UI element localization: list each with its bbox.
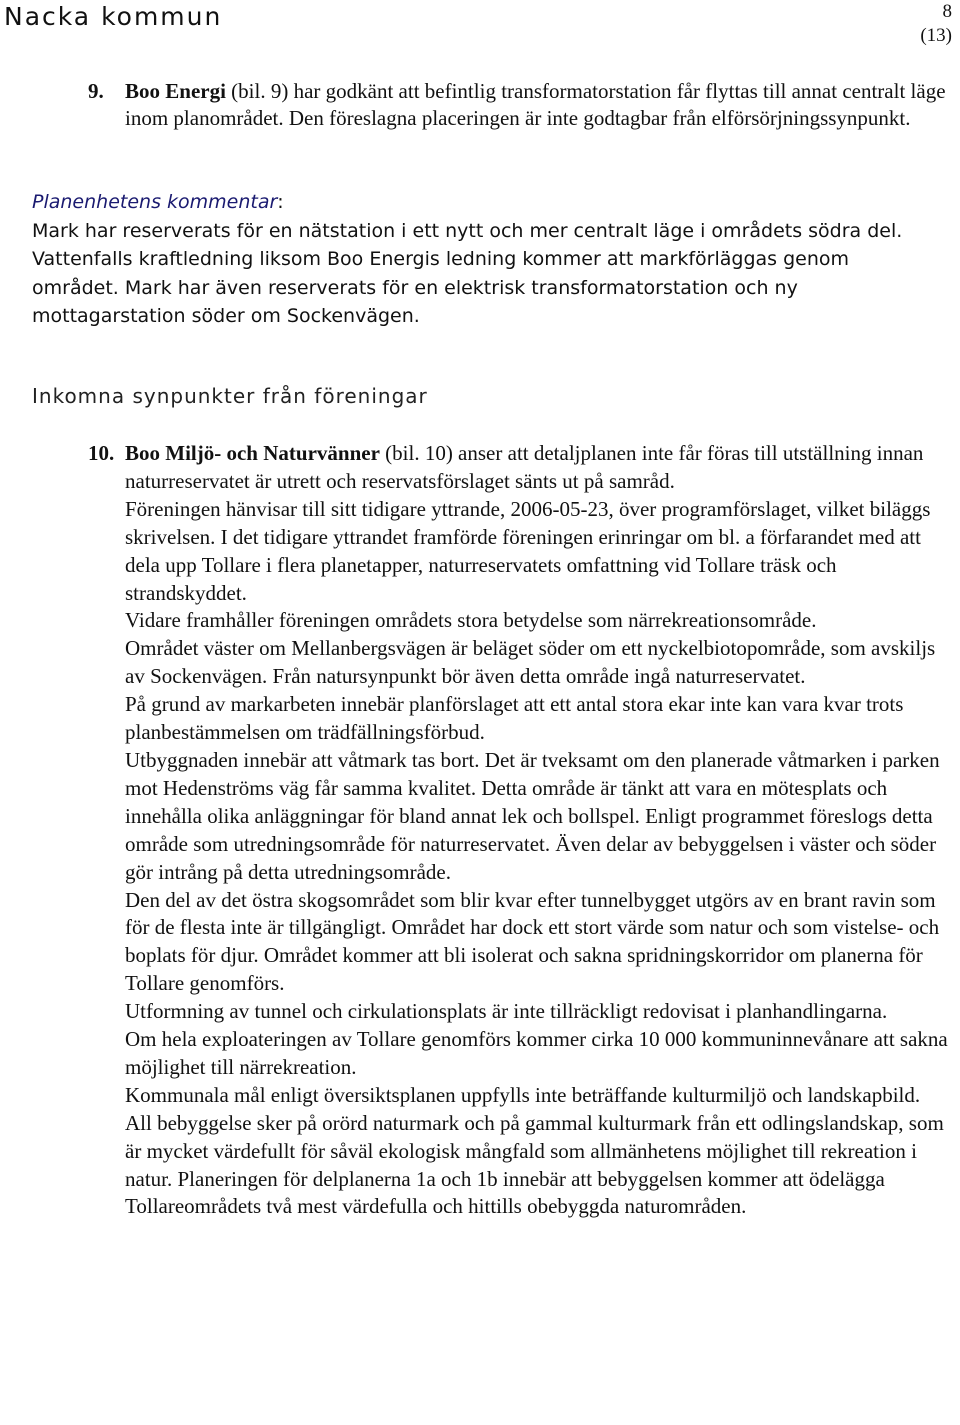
- item-10-paragraph: Utbyggnaden innebär att våtmark tas bort. Det är tveksamt om den planerade våtmarken i parken mot Hedenströms väg får samma kvalitet. Detta område är tänkt att vara en mötesplats och innehålla olika anläggningar för bland annat lek och bollspel. Enligt programmet föreslogs detta område som utredningsområde för naturreservatet. Även delar av bebyggelsen i väster och söder gör intrång på detta utredningsområde.: [125, 747, 940, 884]
- item-10-paragraph: Om hela exploateringen av Tollare genomförs kommer cirka 10 000 kommuninnevånare att sakna möjlighet till närrekreation.: [125, 1027, 948, 1079]
- item-10-paragraph: Området väster om Mellanbergsvägen är beläget söder om ett nyckelbiotopområde, som avskiljs av Sockenvägen. Från natursynpunkt bör även detta område ingå naturreservatet.: [125, 636, 936, 689]
- item-10-paragraph: Den del av det östra skogsområdet som blir kvar efter tunnelbygget utgörs av en brant ravin som för de flesta inte är tillgängligt. Området har dock ett stort värde som natur och som vistelse- och boplats för djur. Området kommer att bli isolerat och sakna spridningskorridor om planerna för Tollare genomförs.: [125, 887, 940, 996]
- organization-name: Nacka kommun: [4, 2, 223, 31]
- item-10-paragraph: Föreningen hänvisar till sitt tidigare yttrande, 2006-05-23, över programförslaget, vilket biläggs skrivelsen. I det tidigare yttrandet framförde föreningen erinringar om bl. a förfarandet med att dela upp Tollare i flera planetapper, naturreservatets omfattning vid Tollare träsk och strandskyddet.: [125, 496, 931, 605]
- planning-comment-colon: :: [277, 191, 284, 213]
- item-9-number: 9.: [88, 79, 104, 103]
- item-9-text: (bil. 9) har godkänt att befintlig transformatorstation får flyttas till annat centralt läge inom planområdet. Den föreslagna placeringen är inte godtagbar från elförsörjningssynpunkt.: [125, 79, 946, 130]
- planning-comment: [32, 188, 932, 331]
- item-10-intro-paragraph: [125, 440, 948, 496]
- page-number: [920, 0, 952, 48]
- item-9-name: Boo Energi: [125, 79, 226, 103]
- item-10-name: Boo Miljö- och Naturvänner: [125, 441, 380, 465]
- page-number-total: (13): [920, 25, 952, 46]
- item-10-intro: (bil. 10) anser att detaljplanen inte får föras till utställning innan naturreservatet är utrett och reservatsförslaget sänts ut på samråd.: [125, 441, 924, 493]
- item-9-body: [125, 78, 948, 132]
- item-10-paragraph: Utformning av tunnel och cirkulationsplats är inte tillräckligt redovisat i planhandlingarna.: [125, 999, 888, 1024]
- section-heading: Inkomna synpunkter från föreningar: [32, 384, 428, 408]
- item-10-paragraph: All bebyggelse sker på orörd naturmark och på gammal kulturmark från ett odlingslandskap, som är mycket värdefullt för såväl ekologisk mångfald som allmänhetens möjlighet till rekreation i natur. Planeringen för delplanerna 1a och 1b innebär att bebyggelsen kommer att ödelägga Tollareområdets två mest värdefulla och hittills obebyggda naturområden.: [125, 1110, 944, 1219]
- item-10-paragraph: Kommunala mål enligt översiktsplanen uppfylls inte beträffande kulturmiljö och landskapbild.: [125, 1082, 921, 1107]
- item-9: [88, 78, 948, 132]
- page-number-current: 8: [942, 1, 952, 22]
- item-10-number: 10.: [88, 441, 115, 465]
- planning-comment-heading: Planenhetens kommentar: [32, 191, 278, 213]
- item-10-paragraph: Vidare framhåller föreningen områdets stora betydelse som närrekreationsområde.: [125, 608, 817, 633]
- item-10: [88, 440, 948, 1221]
- planning-comment-text: Mark har reserverats för en nätstation i ett nytt och mer centralt läge i områdets södra del. Vattenfalls kraftledning liksom Boo Energis ledning kommer att markförläggas genom området. Mark har även reserverats för en elektrisk transformatorstation och ny mottagarstation söder om Sockenvägen.: [32, 219, 903, 328]
- item-10-body: [125, 440, 948, 1221]
- item-10-paragraph: På grund av markarbeten innebär planförslaget att ett antal stora ekar inte kan vara kvar trots planbestämmelsen om trädfällningsförbud.: [125, 692, 904, 745]
